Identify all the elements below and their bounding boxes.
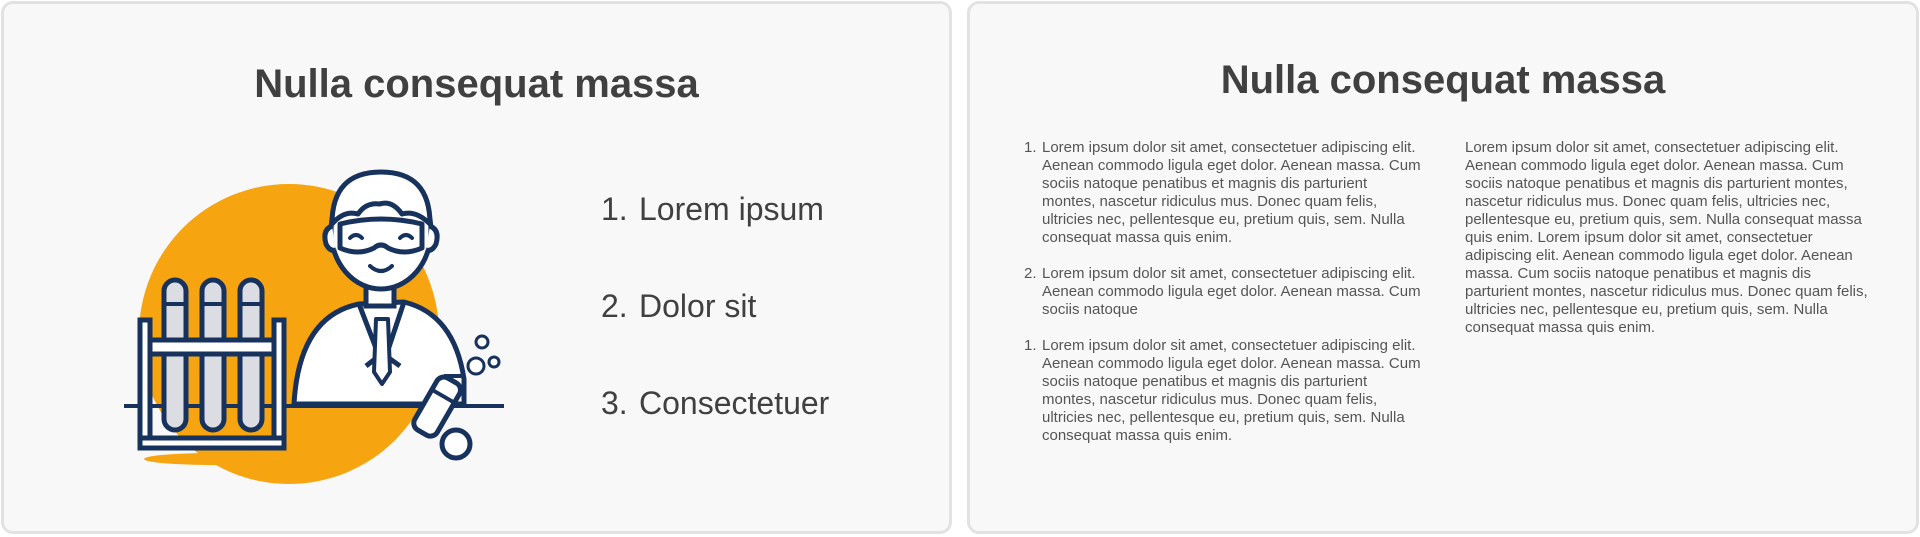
list-item <box>601 383 829 480</box>
slide-title: Nulla consequat massa <box>1220 58 1666 102</box>
slide-title: Nulla consequat massa <box>254 62 699 106</box>
text-column-list <box>1022 139 1422 463</box>
list-item <box>1022 337 1422 445</box>
numbered-list <box>601 189 829 480</box>
list-item <box>601 189 829 286</box>
scientist-with-test-tubes-icon <box>104 144 524 484</box>
list-text: Lorem ipsum dolor sit amet, consectetuer adipiscing elit. Aenean commodo ligula eget dolor. Aenean massa. Cum sociis natoque penatibus et magnis dis parturient montes, nascetur ridiculus mus. Donec quam felis, ultricies nec, pellentesque eu, pretium quis, sem. Nulla consequat massa quis enim. <box>1042 337 1421 444</box>
list-number: 3. <box>601 385 628 421</box>
list-number: 1. <box>1024 337 1037 354</box>
list-label: Lorem ipsum <box>639 191 824 227</box>
list-text: Lorem ipsum dolor sit amet, consectetuer adipiscing elit. Aenean commodo ligula eget dolor. Aenean massa. Cum sociis natoque penatibus et magnis dis parturient montes, nascetur ridiculus mus. Donec quam felis, ultricies nec, pellentesque eu, pretium quis, sem. Nulla consequat massa quis enim. <box>1042 139 1421 246</box>
ground-shadow <box>144 453 284 465</box>
list-text: Lorem ipsum dolor sit amet, consectetuer adipiscing elit. Aenean commodo ligula eget dolor. Aenean massa. Cum sociis natoque <box>1042 265 1421 318</box>
list-number: 1. <box>1024 139 1037 156</box>
list-number: 1. <box>601 191 628 227</box>
list-label: Consectetuer <box>639 385 830 421</box>
list-label: Dolor sit <box>639 288 757 324</box>
test-tube-rack <box>140 280 284 448</box>
list-item <box>601 286 829 383</box>
slide-left[interactable] <box>1 1 952 534</box>
list-item <box>1022 139 1422 247</box>
list-item <box>1022 265 1422 319</box>
text-column-paragraph: Lorem ipsum dolor sit amet, consectetuer adipiscing elit. Aenean commodo ligula eget dolor. Aenean massa. Cum sociis natoque penatibus et magnis dis parturient montes, nascetur ridiculus mus. Donec quam felis, ultricies nec, pellentesque eu, pretium quis, sem. Nulla consequat massa quis enim. Lorem ipsum dolor sit amet, consectetuer adipiscing elit. Aenean commodo ligula eget dolor. Aenean massa. Cum sociis natoque penatibus et magnis dis parturient montes, nascetur ridiculus mus. Donec quam felis, ultricies nec, pellentesque eu, pretium quis, sem. Nulla consequat massa quis enim. <box>1465 139 1868 336</box>
list-number: 2. <box>1024 265 1037 282</box>
list-number: 2. <box>601 288 628 324</box>
